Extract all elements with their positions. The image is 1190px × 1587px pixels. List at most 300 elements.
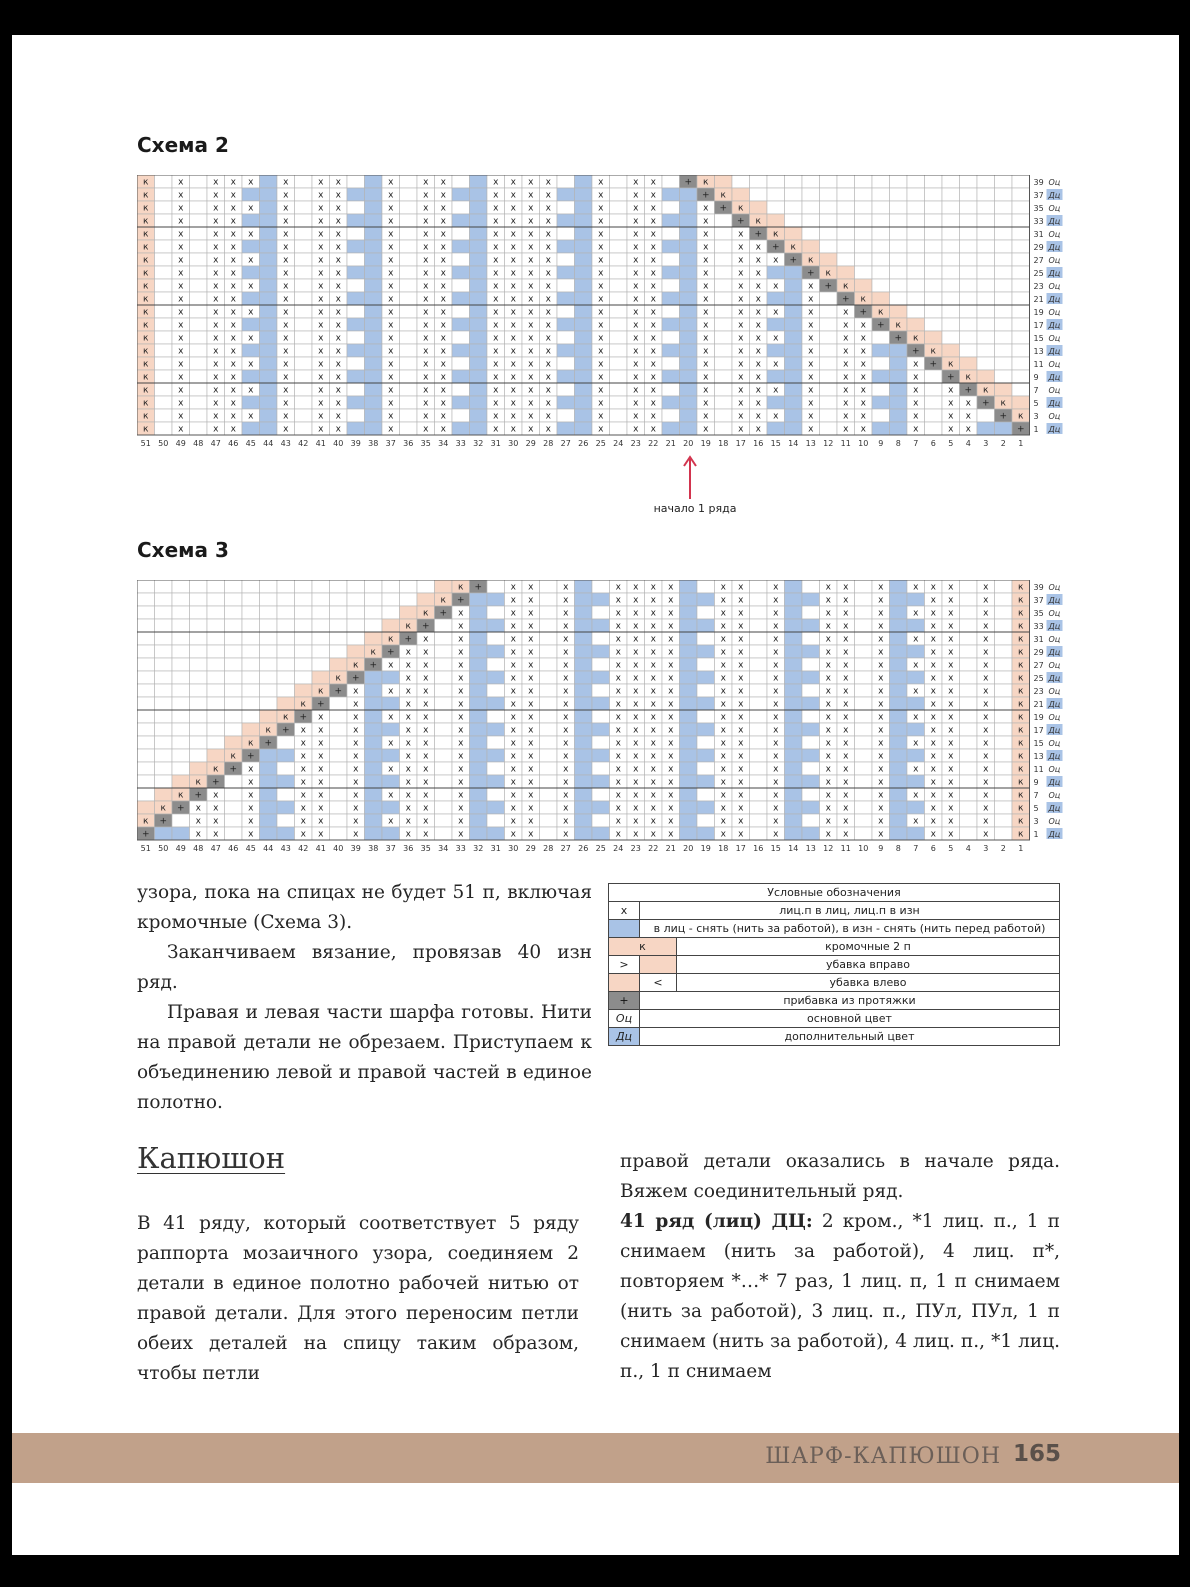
stitch-cell [680, 214, 698, 227]
stitch-symbol: х [755, 424, 761, 435]
stitch-symbol: х [615, 686, 621, 697]
stitch-cell [470, 409, 488, 422]
stitch-cell [715, 214, 733, 227]
stitch-symbol: х [528, 177, 534, 188]
stitch-symbol: х [878, 712, 884, 723]
stitch-symbol: х [195, 829, 201, 840]
stitch-symbol: х [633, 660, 639, 671]
stitch-symbol: х [668, 764, 674, 775]
stitch-cell [802, 175, 820, 188]
stitch-symbol: х [843, 829, 849, 840]
stitch-symbol: х [668, 647, 674, 658]
stitch-symbol: х [633, 307, 639, 318]
stitch-cell [820, 383, 838, 396]
stitch-symbol: х [843, 608, 849, 619]
stitch-symbol: х [388, 346, 394, 357]
row-color-label: Оц [1048, 713, 1061, 722]
stitch-cell [662, 344, 680, 357]
stitch-symbol: х [773, 829, 779, 840]
stitch-cell [855, 645, 873, 658]
stitch-cell [155, 788, 173, 801]
stitch-symbol: х [510, 751, 516, 762]
stitch-cell [697, 736, 715, 749]
stitch-cell [750, 201, 768, 214]
stitch-symbol: х [633, 320, 639, 331]
stitch-symbol: х [388, 764, 394, 775]
stitch-symbol: х [510, 816, 516, 827]
plus-icon: + [386, 647, 395, 658]
stitch-cell [242, 266, 260, 279]
stitch-number: 9 [878, 844, 884, 853]
stitch-cell [417, 580, 435, 593]
stitch-cell [330, 697, 348, 710]
stitch-cell [697, 775, 715, 788]
stitch-cell [855, 188, 873, 201]
paragraph: узора, пока на спицах не будет 51 п, включая кромочные (Схема 3). [137, 882, 592, 933]
stitch-symbol: х [703, 398, 709, 409]
stitch-cell [137, 684, 155, 697]
stitch-symbol: х [878, 751, 884, 762]
stitch-cell [365, 619, 383, 632]
stitch-cell [365, 697, 383, 710]
stitch-symbol: х [720, 582, 726, 593]
stitch-cell [365, 266, 383, 279]
stitch-symbol: х [808, 411, 814, 422]
stitch-symbol: х [738, 333, 744, 344]
stitch-symbol: к [300, 699, 306, 710]
stitch-symbol: х [528, 333, 534, 344]
stitch-symbol: х [983, 738, 989, 749]
stitch-symbol: х [650, 803, 656, 814]
stitch-cell [260, 318, 278, 331]
stitch-cell [575, 292, 593, 305]
stitch-symbol: х [283, 372, 289, 383]
stitch-cell [470, 645, 488, 658]
stitch-cell [767, 396, 785, 409]
stitch-symbol: х [668, 699, 674, 710]
stitch-cell [155, 253, 173, 266]
stitch-cell [452, 201, 470, 214]
stitch-symbol: х [248, 359, 254, 370]
stitch-cell [907, 775, 925, 788]
stitch-cell [960, 697, 978, 710]
stitch-cell [750, 619, 768, 632]
stitch-symbol: х [983, 699, 989, 710]
stitch-symbol: х [528, 608, 534, 619]
stitch-cell [715, 331, 733, 344]
stitch-cell [540, 801, 558, 814]
stitch-symbol: х [633, 333, 639, 344]
stitch-cell [400, 201, 418, 214]
stitch-symbol: х [563, 686, 569, 697]
stitch-cell [785, 357, 803, 370]
stitch-cell [977, 344, 995, 357]
stitch-symbol: х [930, 699, 936, 710]
stitch-symbol: х [335, 372, 341, 383]
stitch-number: 28 [543, 844, 554, 853]
stitch-cell [592, 645, 610, 658]
stitch-cell [190, 227, 208, 240]
stitch-cell [277, 775, 295, 788]
stitch-number: 24 [613, 844, 624, 853]
stitch-cell [802, 580, 820, 593]
stitch-symbol: к [878, 307, 884, 318]
stitch-cell [242, 658, 260, 671]
row-color-label: Дц [1048, 217, 1061, 226]
stitch-symbol: х [510, 177, 516, 188]
stitch-symbol: х [615, 816, 621, 827]
stitch-number: 8 [895, 844, 901, 853]
stitch-cell [365, 383, 383, 396]
stitch-symbol: х [510, 203, 516, 214]
stitch-cell [925, 188, 943, 201]
stitch-cell [365, 606, 383, 619]
stitch-cell [277, 684, 295, 697]
stitch-cell [750, 175, 768, 188]
stitch-symbol: х [773, 582, 779, 593]
stitch-symbol: к [405, 621, 411, 632]
stitch-symbol: х [878, 790, 884, 801]
stitch-cell [575, 370, 593, 383]
stitch-symbol: х [528, 229, 534, 240]
stitch-cell [662, 370, 680, 383]
stitch-cell [680, 292, 698, 305]
stitch-cell [872, 253, 890, 266]
text-column-right [620, 1147, 1060, 1387]
stitch-cell [960, 188, 978, 201]
stitch-cell [295, 305, 313, 318]
stitch-cell [802, 593, 820, 606]
stitch-number: 45 [245, 439, 256, 448]
stitch-symbol: х [493, 255, 499, 266]
stitch-cell [575, 240, 593, 253]
stitch-number: 45 [245, 844, 256, 853]
stitch-number: 11 [840, 439, 851, 448]
stitch-cell [540, 580, 558, 593]
stitch-symbol: х [423, 190, 429, 201]
stitch-cell [1012, 357, 1030, 370]
stitch-cell [767, 188, 785, 201]
row-number: 7 [1033, 791, 1039, 800]
stitch-symbol: х [633, 190, 639, 201]
stitch-symbol: к [353, 660, 359, 671]
stitch-symbol: х [510, 595, 516, 606]
stitch-symbol: х [493, 307, 499, 318]
stitch-cell [837, 201, 855, 214]
stitch-cell [207, 736, 225, 749]
stitch-cell [400, 383, 418, 396]
stitch-symbol: х [440, 203, 446, 214]
stitch-symbol: х [650, 320, 656, 331]
stitch-cell [540, 775, 558, 788]
stitch-cell [820, 331, 838, 344]
stitch-cell [452, 175, 470, 188]
stitch-cell [557, 188, 575, 201]
stitch-symbol: х [440, 320, 446, 331]
stitch-cell [347, 214, 365, 227]
stitch-symbol: х [353, 725, 359, 736]
stitch-cell [487, 580, 505, 593]
stitch-cell [837, 253, 855, 266]
stitch-symbol: х [930, 790, 936, 801]
stitch-symbol: х [423, 216, 429, 227]
stitch-cell [470, 684, 488, 697]
stitch-symbol: х [773, 255, 779, 266]
stitch-symbol: х [720, 829, 726, 840]
stitch-symbol: х [335, 177, 341, 188]
stitch-symbol: х [808, 398, 814, 409]
stitch-symbol: х [440, 255, 446, 266]
stitch-symbol: х [335, 385, 341, 396]
stitch-cell [557, 227, 575, 240]
stitch-symbol: х [230, 203, 236, 214]
stitch-symbol: х [860, 424, 866, 435]
stitch-symbol: х [458, 764, 464, 775]
stitch-symbol: х [528, 777, 534, 788]
stitch-cell [452, 240, 470, 253]
stitch-symbol: х [283, 242, 289, 253]
stitch-cell [995, 201, 1013, 214]
stitch-symbol: х [423, 660, 429, 671]
stitch-cell [610, 344, 628, 357]
stitch-symbol: к [825, 268, 831, 279]
row-color-label: Дц [1048, 191, 1061, 200]
stitch-symbol: х [528, 582, 534, 593]
stitch-cell [347, 227, 365, 240]
stitch-symbol: х [633, 777, 639, 788]
stitch-symbol: х [178, 372, 184, 383]
stitch-cell [802, 710, 820, 723]
stitch-cell [890, 801, 908, 814]
stitch-cell [977, 279, 995, 292]
stitch-cell [750, 814, 768, 827]
stitch-symbol: х [703, 255, 709, 266]
stitch-cell [155, 344, 173, 357]
row-color-label: Дц [1048, 674, 1061, 683]
stitch-symbol: х [668, 738, 674, 749]
stitch-cell [767, 201, 785, 214]
stitch-symbol: х [528, 242, 534, 253]
stitch-number: 33 [455, 844, 466, 853]
stitch-symbol: х [668, 790, 674, 801]
stitch-cell [995, 240, 1013, 253]
row-number: 29 [1033, 648, 1044, 657]
stitch-symbol: х [248, 764, 254, 775]
stitch-symbol: х [213, 294, 219, 305]
stitch-symbol: х [615, 595, 621, 606]
stitch-cell [1012, 318, 1030, 331]
stitch-number: 37 [385, 844, 396, 853]
stitch-symbol: х [720, 647, 726, 658]
stitch-symbol: х [738, 634, 744, 645]
stitch-symbol: х [755, 398, 761, 409]
plus-icon: + [299, 712, 308, 723]
stitch-symbol: х [335, 229, 341, 240]
stitch-symbol: х [458, 816, 464, 827]
stitch-cell [540, 749, 558, 762]
stitch-cell [242, 697, 260, 710]
stitch-cell [312, 658, 330, 671]
stitch-cell [435, 749, 453, 762]
stitch-cell [330, 619, 348, 632]
stitch-cell [960, 331, 978, 344]
legend-table [608, 883, 1060, 1046]
stitch-symbol: к [965, 372, 971, 383]
stitch-cell [995, 645, 1013, 658]
stitch-cell [610, 357, 628, 370]
stitch-symbol: х [983, 686, 989, 697]
stitch-cell [190, 697, 208, 710]
stitch-cell [435, 645, 453, 658]
stitch-symbol: х [178, 281, 184, 292]
stitch-symbol: х [930, 634, 936, 645]
stitch-cell [172, 606, 190, 619]
stitch-symbol: х [493, 203, 499, 214]
stitch-cell [890, 409, 908, 422]
stitch-symbol: к [143, 242, 149, 253]
stitch-symbol: х [668, 751, 674, 762]
stitch-cell [277, 749, 295, 762]
stitch-symbol: х [668, 816, 674, 827]
stitch-cell [260, 710, 278, 723]
stitch-cell [680, 240, 698, 253]
stitch-cell [242, 645, 260, 658]
stitch-cell [575, 266, 593, 279]
stitch-number: 20 [683, 844, 694, 853]
stitch-symbol: х [300, 829, 306, 840]
stitch-symbol: х [860, 398, 866, 409]
stitch-symbol: х [650, 686, 656, 697]
stitch-symbol: х [458, 673, 464, 684]
stitch-symbol: х [930, 829, 936, 840]
stitch-cell [680, 331, 698, 344]
stitch-cell [347, 422, 365, 435]
stitch-symbol: х [615, 790, 621, 801]
stitch-symbol: х [528, 216, 534, 227]
stitch-symbol: к [265, 725, 271, 736]
stitch-cell [907, 175, 925, 188]
stitch-cell [662, 331, 680, 344]
stitch-cell [295, 201, 313, 214]
stitch-number: 23 [630, 844, 641, 853]
stitch-cell [242, 292, 260, 305]
stitch-symbol: к [1018, 673, 1024, 684]
stitch-cell [820, 370, 838, 383]
stitch-symbol: х [318, 751, 324, 762]
stitch-symbol: к [843, 281, 849, 292]
stitch-cell [960, 684, 978, 697]
stitch-symbol: х [738, 803, 744, 814]
stitch-symbol: х [213, 203, 219, 214]
stitch-cell [260, 671, 278, 684]
stitch-symbol: х [948, 712, 954, 723]
stitch-symbol: х [563, 595, 569, 606]
stitch-number: 35 [420, 439, 431, 448]
stitch-symbol: х [528, 764, 534, 775]
stitch-symbol: х [318, 764, 324, 775]
stitch-symbol: х [318, 216, 324, 227]
stitch-symbol: х [913, 738, 919, 749]
stitch-cell [540, 632, 558, 645]
stitch-cell [207, 619, 225, 632]
stitch-cell [1012, 227, 1030, 240]
stitch-cell [242, 710, 260, 723]
stitch-number: 15 [770, 439, 781, 448]
stitch-symbol: х [948, 816, 954, 827]
stitch-cell [977, 175, 995, 188]
stitch-cell [802, 214, 820, 227]
stitch-symbol: х [213, 411, 219, 422]
stitch-symbol: х [458, 686, 464, 697]
stitch-cell [365, 671, 383, 684]
stitch-symbol: х [843, 712, 849, 723]
stitch-cell [470, 814, 488, 827]
stitch-symbol: х [545, 333, 551, 344]
stitch-symbol: к [1018, 595, 1024, 606]
stitch-cell [470, 318, 488, 331]
stitch-cell [435, 632, 453, 645]
stitch-cell [907, 240, 925, 253]
stitch-cell [680, 305, 698, 318]
stitch-symbol: х [948, 595, 954, 606]
stitch-cell [155, 357, 173, 370]
stitch-number: 42 [298, 439, 309, 448]
stitch-symbol: х [948, 385, 954, 396]
stitch-symbol: х [545, 385, 551, 396]
stitch-symbol: х [720, 595, 726, 606]
stitch-symbol: х [755, 268, 761, 279]
stitch-cell [540, 658, 558, 671]
stitch-cell [137, 710, 155, 723]
stitch-cell [557, 331, 575, 344]
stitch-cell [680, 318, 698, 331]
stitch-number: 43 [280, 844, 291, 853]
stitch-symbol: х [983, 816, 989, 827]
stitch-symbol: х [930, 738, 936, 749]
stitch-cell [435, 775, 453, 788]
stitch-cell [155, 201, 173, 214]
stitch-cell [995, 619, 1013, 632]
stitch-symbol: к [143, 411, 149, 422]
stitch-symbol: х [230, 307, 236, 318]
stitch-symbol: х [300, 790, 306, 801]
stitch-cell [592, 827, 610, 840]
stitch-symbol: х [335, 398, 341, 409]
stitch-cell [662, 396, 680, 409]
stitch-symbol: х [598, 190, 604, 201]
stitch-cell [400, 370, 418, 383]
stitch-symbol: х [615, 764, 621, 775]
stitch-symbol: х [720, 621, 726, 632]
stitch-cell [995, 422, 1013, 435]
stitch-cell [890, 827, 908, 840]
stitch-cell [680, 775, 698, 788]
stitch-cell [330, 762, 348, 775]
stitch-cell [995, 684, 1013, 697]
stitch-cell [330, 814, 348, 827]
stitch-cell [680, 684, 698, 697]
stitch-symbol: х [545, 216, 551, 227]
stitch-number: 50 [158, 439, 169, 448]
stitch-cell [295, 658, 313, 671]
stitch-symbol: х [528, 803, 534, 814]
stitch-cell [155, 697, 173, 710]
stitch-number: 44 [263, 439, 274, 448]
stitch-symbol: х [808, 346, 814, 357]
stitch-cell [697, 749, 715, 762]
plus-icon: + [456, 595, 465, 606]
stitch-cell [190, 580, 208, 593]
